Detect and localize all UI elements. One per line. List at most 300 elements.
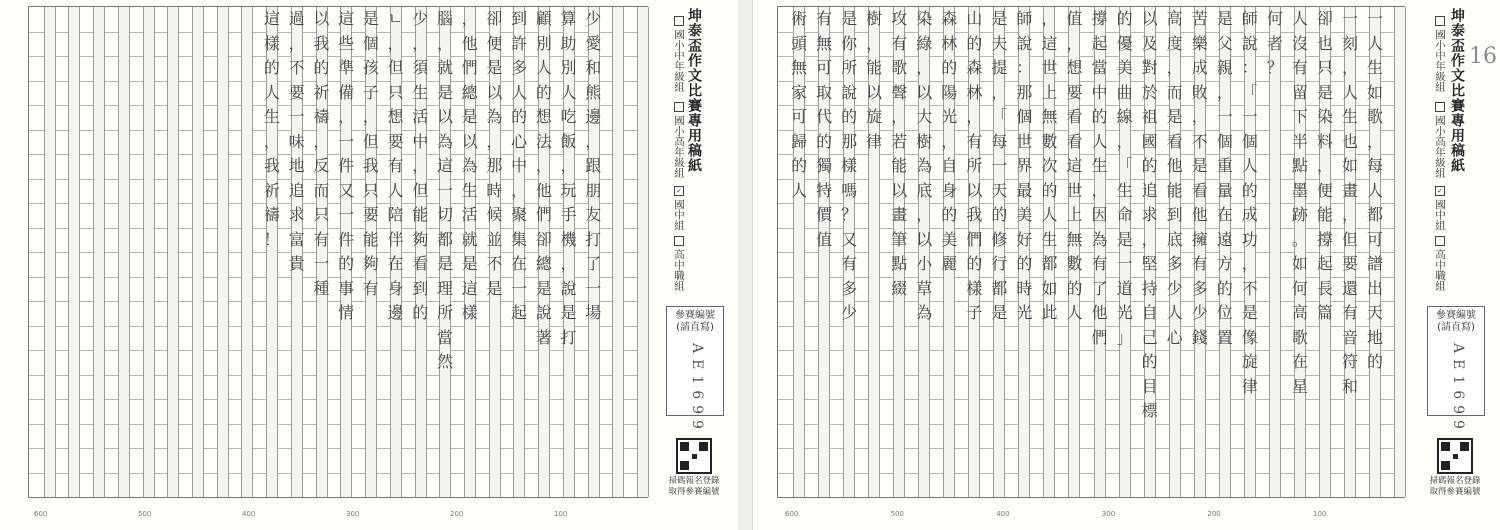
essay-character: 的 bbox=[1241, 180, 1258, 200]
essay-character: 歌 bbox=[1366, 107, 1383, 127]
column-separator bbox=[1119, 7, 1131, 497]
essay-character: 許 bbox=[511, 33, 528, 53]
essay-character: 一 bbox=[288, 107, 305, 127]
essay-character: 能 bbox=[1316, 205, 1333, 225]
scale-mark: 500 bbox=[138, 510, 152, 518]
essay-character: 為 bbox=[461, 156, 478, 176]
essay-character: 人 bbox=[1166, 303, 1183, 323]
essay-character: 如 bbox=[1041, 278, 1058, 298]
essay-character: 到 bbox=[511, 9, 528, 29]
column-separator bbox=[93, 7, 105, 497]
essay-character: 撐 bbox=[1316, 229, 1333, 249]
essay-character: 歸 bbox=[791, 131, 808, 151]
category-elementary-middle[interactable]: 國小中年級組 bbox=[1433, 16, 1448, 92]
essay-character: 無 bbox=[1041, 107, 1058, 127]
essay-character: 值 bbox=[1066, 9, 1083, 29]
essay-character: ， bbox=[560, 156, 577, 176]
essay-character: ， bbox=[1191, 107, 1208, 127]
essay-character: 最 bbox=[1016, 180, 1033, 200]
category-elementary-upper[interactable]: 國小高年級組 bbox=[672, 102, 687, 178]
essay-character: 是 bbox=[1191, 156, 1208, 176]
essay-character: 些 bbox=[338, 33, 355, 53]
column-separator bbox=[868, 7, 880, 497]
essay-character: 是 bbox=[1166, 107, 1183, 127]
column-separator bbox=[538, 7, 550, 497]
form-sidebar-left bbox=[654, 6, 734, 506]
category-junior-high[interactable]: ✓國中組 bbox=[1434, 187, 1446, 231]
essay-character: 律 bbox=[1241, 376, 1258, 396]
essay-character: ， bbox=[1341, 205, 1358, 225]
essay-character: 是 bbox=[1216, 9, 1233, 29]
essay-character: 子 bbox=[966, 303, 983, 323]
essay-character: 為 bbox=[436, 131, 453, 151]
essay-character: 以 bbox=[486, 82, 503, 102]
entry-number-box[interactable] bbox=[666, 306, 724, 435]
essay-character: 高 bbox=[1291, 303, 1308, 323]
essay-character: 為 bbox=[1091, 229, 1108, 249]
column-separator bbox=[1194, 7, 1206, 497]
essay-character: 生 bbox=[1366, 58, 1383, 78]
essay-character: 生 bbox=[1041, 229, 1058, 249]
essay-character: 但 bbox=[412, 180, 429, 200]
essay-character: 生 bbox=[1091, 156, 1108, 176]
column-separator bbox=[68, 7, 80, 497]
essay-character: ？ bbox=[1266, 58, 1283, 78]
essay-character: 的 bbox=[412, 303, 429, 323]
essay-character: 追 bbox=[1141, 180, 1158, 200]
essay-character: 染 bbox=[1316, 107, 1333, 127]
essay-character: ？ bbox=[841, 205, 858, 225]
essay-character: 時 bbox=[1016, 278, 1033, 298]
essay-character: 次 bbox=[1041, 156, 1058, 176]
checkbox-icon[interactable]: ✓ bbox=[1436, 187, 1444, 195]
column-separator bbox=[365, 7, 377, 497]
essay-character: 樣 bbox=[966, 278, 983, 298]
category-senior-high[interactable]: 高中職組 bbox=[672, 236, 687, 291]
essay-character: 「 bbox=[1116, 156, 1133, 176]
essay-character: 多 bbox=[1166, 254, 1183, 274]
essay-character: ， bbox=[362, 107, 379, 127]
qr-code-icon[interactable] bbox=[1437, 438, 1473, 474]
essay-character: 少 bbox=[841, 303, 858, 323]
column-separator bbox=[1294, 7, 1306, 497]
essay-character: 綴 bbox=[891, 278, 908, 298]
essay-character: 如 bbox=[1291, 254, 1308, 274]
column-separator bbox=[1018, 7, 1030, 497]
essay-character: 成 bbox=[1191, 58, 1208, 78]
essay-character: 準 bbox=[338, 58, 355, 78]
essay-character: 人 bbox=[1341, 82, 1358, 102]
essay-character: 畫 bbox=[1341, 180, 1358, 200]
essay-character: ， bbox=[511, 180, 528, 200]
essay-character: 何 bbox=[1291, 278, 1308, 298]
essay-character: 有 bbox=[313, 229, 330, 249]
essay-character: ， bbox=[1166, 58, 1183, 78]
essay-character: 功 bbox=[1241, 229, 1258, 249]
essay-character: ， bbox=[412, 33, 429, 53]
essay-character: 樣 bbox=[263, 33, 280, 53]
column-separator bbox=[217, 7, 229, 497]
essay-character: 撐 bbox=[1091, 9, 1108, 29]
essay-character: 場 bbox=[585, 303, 602, 323]
essay-character: 行 bbox=[991, 254, 1008, 274]
essay-character: 我 bbox=[313, 33, 330, 53]
essay-character: 的 bbox=[1366, 352, 1383, 372]
essay-character: ， bbox=[1041, 9, 1058, 29]
essay-character: 錢 bbox=[1191, 327, 1208, 347]
column-separator bbox=[1269, 7, 1281, 497]
essay-character: 都 bbox=[436, 229, 453, 249]
essay-character: 畫 bbox=[891, 205, 908, 225]
category-elementary-middle[interactable]: 國小中年級組 bbox=[672, 16, 687, 92]
essay-character: ： bbox=[1016, 58, 1033, 78]
essay-character: 一 bbox=[991, 156, 1008, 176]
essay-character: 若 bbox=[891, 131, 908, 151]
essay-character: 點 bbox=[1291, 156, 1308, 176]
essay-character: 無 bbox=[791, 58, 808, 78]
category-junior-high[interactable]: ✓國中組 bbox=[673, 187, 685, 231]
essay-character: 而 bbox=[1166, 82, 1183, 102]
qr-code-icon[interactable] bbox=[676, 438, 712, 474]
essay-character: 森 bbox=[941, 9, 958, 29]
essay-character: 的 bbox=[841, 107, 858, 127]
essay-character: 少 bbox=[1166, 278, 1183, 298]
essay-character: 個 bbox=[1241, 131, 1258, 151]
column-separator bbox=[489, 7, 501, 497]
checkbox-icon[interactable] bbox=[674, 236, 684, 246]
essay-character: 的 bbox=[1091, 107, 1108, 127]
category-elementary-upper[interactable]: 國小高年級組 bbox=[1433, 102, 1448, 178]
essay-character: 別 bbox=[560, 58, 577, 78]
essay-character: 的 bbox=[1141, 352, 1158, 372]
scale-mark: 200 bbox=[1207, 510, 1221, 518]
essay-character: 看 bbox=[1066, 131, 1083, 151]
essay-character: 能 bbox=[1166, 180, 1183, 200]
essay-character: 和 bbox=[1341, 376, 1358, 396]
essay-character: 愛 bbox=[585, 33, 602, 53]
essay-character: 一 bbox=[1241, 107, 1258, 127]
checkbox-icon[interactable] bbox=[674, 102, 684, 112]
essay-character: 一 bbox=[585, 278, 602, 298]
essay-character: 多 bbox=[841, 278, 858, 298]
essay-character: 有 bbox=[362, 278, 379, 298]
essay-character: 但 bbox=[387, 58, 404, 78]
essay-character: 的 bbox=[791, 156, 808, 176]
essay-character: 修 bbox=[991, 229, 1008, 249]
page-gutter bbox=[738, 0, 752, 530]
essay-character: 理 bbox=[436, 278, 453, 298]
essay-character: 那 bbox=[841, 131, 858, 151]
essay-character: 底 bbox=[1166, 229, 1183, 249]
column-separator bbox=[340, 7, 352, 497]
column-separator bbox=[1169, 7, 1181, 497]
essay-sheet-right bbox=[752, 0, 1500, 530]
scale-mark: 200 bbox=[450, 510, 464, 518]
checkbox-icon[interactable]: ✓ bbox=[675, 187, 683, 195]
essay-character: 吃 bbox=[560, 107, 577, 127]
essay-character: 的 bbox=[1041, 180, 1058, 200]
essay-character: 是 bbox=[436, 254, 453, 274]
column-separator bbox=[818, 7, 830, 497]
essay-character: 父 bbox=[1216, 33, 1233, 53]
essay-character: 想 bbox=[535, 107, 552, 127]
essay-character: 點 bbox=[891, 254, 908, 274]
essay-character: 底 bbox=[916, 180, 933, 200]
essay-character: 光 bbox=[1016, 303, 1033, 323]
essay-character: 要 bbox=[1341, 254, 1358, 274]
scale-mark: 500 bbox=[890, 510, 904, 518]
essay-character: 備 bbox=[338, 82, 355, 102]
scale-mark: 100 bbox=[554, 510, 568, 518]
essay-character: 但 bbox=[1341, 229, 1358, 249]
checkbox-icon[interactable] bbox=[1435, 16, 1445, 26]
essay-character: 候 bbox=[486, 205, 503, 225]
essay-character: 他 bbox=[1191, 205, 1208, 225]
essay-character: 美 bbox=[941, 229, 958, 249]
essay-character: 到 bbox=[1166, 205, 1183, 225]
essay-character: 有 bbox=[1341, 303, 1358, 323]
essay-character: 樂 bbox=[1191, 33, 1208, 53]
essay-character: 就 bbox=[461, 229, 478, 249]
essay-character: 以 bbox=[436, 107, 453, 127]
essay-character: ， bbox=[1341, 58, 1358, 78]
essay-character: 貴 bbox=[288, 254, 305, 274]
essay-character: 者 bbox=[1266, 33, 1283, 53]
essay-character: 當 bbox=[436, 327, 453, 347]
essay-character: 取 bbox=[816, 82, 833, 102]
checkbox-icon[interactable] bbox=[1435, 236, 1445, 246]
essay-character: 人 bbox=[263, 82, 280, 102]
essay-character: ！ bbox=[263, 229, 280, 249]
essay-character: 世 bbox=[1066, 180, 1083, 200]
essay-sheet-left bbox=[0, 0, 738, 530]
essay-character: 生 bbox=[1341, 107, 1358, 127]
essay-character: 是 bbox=[1241, 303, 1258, 323]
essay-character: 旋 bbox=[866, 107, 883, 127]
essay-character: 生 bbox=[263, 107, 280, 127]
essay-character: 的 bbox=[941, 205, 958, 225]
essay-character: 為 bbox=[916, 156, 933, 176]
essay-character: 是 bbox=[991, 9, 1008, 29]
essay-character: 地 bbox=[1366, 327, 1383, 347]
essay-character: ， bbox=[1141, 229, 1158, 249]
essay-character: 人 bbox=[1091, 131, 1108, 151]
essay-character: 那 bbox=[1016, 82, 1033, 102]
essay-character: 樹 bbox=[916, 131, 933, 151]
essay-character: 在 bbox=[511, 254, 528, 274]
essay-character: ， bbox=[263, 131, 280, 151]
essay-character: 時 bbox=[486, 180, 503, 200]
essay-character: 當 bbox=[1091, 58, 1108, 78]
essay-character: 人 bbox=[1291, 9, 1308, 29]
essay-character: 你 bbox=[841, 33, 858, 53]
essay-character: 不 bbox=[1191, 131, 1208, 151]
essay-character: 攻 bbox=[891, 9, 908, 29]
essay-character: 心 bbox=[1166, 327, 1183, 347]
essay-character: 是 bbox=[1316, 82, 1333, 102]
essay-character: 是 bbox=[1116, 229, 1133, 249]
essay-character: ， bbox=[866, 33, 883, 53]
essay-character: 擁 bbox=[1191, 229, 1208, 249]
essay-character: 只 bbox=[387, 82, 404, 102]
essay-character: 說 bbox=[560, 278, 577, 298]
entry-number-box[interactable] bbox=[1427, 306, 1485, 435]
essay-character: 所 bbox=[436, 303, 453, 323]
essay-character: 看 bbox=[1166, 131, 1183, 151]
essay-character: 人 bbox=[1241, 156, 1258, 176]
essay-character: 「 bbox=[991, 107, 1008, 127]
essay-character: 和 bbox=[585, 58, 602, 78]
essay-character: 是 bbox=[436, 82, 453, 102]
essay-character: 件 bbox=[338, 229, 355, 249]
page-mark: 16 bbox=[1469, 44, 1497, 69]
essay-character: 為 bbox=[916, 303, 933, 323]
essay-character: 友 bbox=[585, 205, 602, 225]
essay-character: 像 bbox=[1241, 327, 1258, 347]
essay-character: 長 bbox=[1316, 278, 1333, 298]
essay-character: 的 bbox=[966, 254, 983, 274]
essay-character: 曲 bbox=[1116, 82, 1133, 102]
essay-character: 人 bbox=[1366, 180, 1383, 200]
essay-character: 他 bbox=[1166, 156, 1183, 176]
essay-character: 獨 bbox=[816, 156, 833, 176]
scale-mark: 400 bbox=[996, 510, 1010, 518]
essay-character: 這 bbox=[263, 9, 280, 29]
column-separator bbox=[612, 7, 624, 497]
column-separator bbox=[241, 7, 253, 497]
essay-character: 的 bbox=[1116, 9, 1133, 29]
essay-character: 以 bbox=[866, 82, 883, 102]
column-separator bbox=[1244, 7, 1256, 497]
column-separator bbox=[588, 7, 600, 497]
essay-character: 我 bbox=[966, 205, 983, 225]
essay-character: ㄴ bbox=[387, 9, 404, 29]
essay-character: 因 bbox=[1091, 205, 1108, 225]
category-senior-high[interactable]: 高中職組 bbox=[1433, 236, 1448, 291]
essay-character: 可 bbox=[791, 107, 808, 127]
essay-character: 人 bbox=[535, 58, 552, 78]
essay-character: 方 bbox=[1216, 254, 1233, 274]
checkbox-icon[interactable] bbox=[674, 16, 684, 26]
essay-character: 中 bbox=[511, 156, 528, 176]
form-title: 坤泰盃作文比賽專用稿紙 bbox=[686, 8, 702, 173]
essay-character: 過 bbox=[288, 9, 305, 29]
essay-character: ， bbox=[560, 254, 577, 274]
essay-character: 著 bbox=[535, 327, 552, 347]
essay-character: 度 bbox=[1166, 33, 1183, 53]
essay-character: 一 bbox=[313, 254, 330, 274]
essay-character: 以 bbox=[313, 9, 330, 29]
column-separator bbox=[1144, 7, 1156, 497]
column-separator bbox=[637, 7, 649, 497]
essay-character: ， bbox=[486, 131, 503, 151]
essay-character: 音 bbox=[1341, 327, 1358, 347]
essay-character: 歌 bbox=[1291, 327, 1308, 347]
essay-character: 何 bbox=[1266, 9, 1283, 29]
essay-character: 件 bbox=[338, 156, 355, 176]
essay-character: 可 bbox=[1366, 229, 1383, 249]
essay-character: ， bbox=[1066, 33, 1083, 53]
essay-character: 們 bbox=[1091, 327, 1108, 347]
essay-character: 家 bbox=[791, 82, 808, 102]
scale-mark: 600 bbox=[34, 510, 48, 518]
essay-character: 敗 bbox=[1191, 82, 1208, 102]
essay-character: 苦 bbox=[1191, 9, 1208, 29]
essay-character: 一 bbox=[338, 131, 355, 151]
essay-character: 夠 bbox=[412, 229, 429, 249]
essay-character: 。 bbox=[1291, 229, 1308, 249]
essay-character: 的 bbox=[966, 33, 983, 53]
essay-character: 然 bbox=[436, 352, 453, 372]
essay-character: 人 bbox=[511, 82, 528, 102]
essay-character: ， bbox=[1091, 180, 1108, 200]
essay-character: ， bbox=[991, 82, 1008, 102]
essay-character: 生 bbox=[461, 180, 478, 200]
essay-character: 這 bbox=[338, 9, 355, 29]
column-separator bbox=[118, 7, 130, 497]
essay-character: 一 bbox=[1366, 9, 1383, 29]
essay-character: ， bbox=[916, 205, 933, 225]
essay-character: 陽 bbox=[941, 82, 958, 102]
essay-character: 都 bbox=[1041, 254, 1058, 274]
essay-character: 山 bbox=[966, 9, 983, 29]
form-title: 坤泰盃作文比賽專用稿紙 bbox=[1449, 8, 1465, 173]
essay-character: ， bbox=[387, 33, 404, 53]
essay-character: 只 bbox=[1316, 58, 1333, 78]
essay-character: 國 bbox=[1141, 131, 1158, 151]
essay-character: 法 bbox=[535, 131, 552, 151]
essay-character: 種 bbox=[313, 278, 330, 298]
writing-grid-left bbox=[28, 6, 648, 498]
essay-character: 筆 bbox=[891, 229, 908, 249]
essay-character: ， bbox=[1366, 131, 1383, 151]
checkbox-icon[interactable] bbox=[1435, 102, 1445, 112]
essay-character: 的 bbox=[1141, 156, 1158, 176]
essay-character: 不 bbox=[486, 254, 503, 274]
essay-character: 多 bbox=[511, 58, 528, 78]
essay-character: 少 bbox=[1191, 303, 1208, 323]
column-separator bbox=[563, 7, 575, 497]
essay-character: 的 bbox=[1016, 254, 1033, 274]
essay-character: 想 bbox=[387, 107, 404, 127]
essay-character: 留 bbox=[1291, 82, 1308, 102]
essay-character: 草 bbox=[916, 278, 933, 298]
writing-grid-right bbox=[777, 6, 1405, 498]
essay-character: 玩 bbox=[560, 180, 577, 200]
column-separator bbox=[316, 7, 328, 497]
column-separator bbox=[192, 7, 204, 497]
essay-character: 在 bbox=[1291, 352, 1308, 372]
essay-character: 了 bbox=[585, 254, 602, 274]
essay-character: 重 bbox=[1216, 156, 1233, 176]
essay-character: 味 bbox=[288, 131, 305, 151]
essay-character: 人 bbox=[387, 180, 404, 200]
essay-character: 的 bbox=[535, 82, 552, 102]
essay-character: 以 bbox=[916, 82, 933, 102]
essay-character: 總 bbox=[461, 82, 478, 102]
essay-character: 無 bbox=[1066, 229, 1083, 249]
essay-character: 在 bbox=[387, 254, 404, 274]
essay-character: 上 bbox=[1066, 205, 1083, 225]
essay-character: 篇 bbox=[1316, 303, 1333, 323]
essay-character: 他 bbox=[535, 180, 552, 200]
essay-character: 一 bbox=[436, 180, 453, 200]
essay-character: 人 bbox=[1366, 33, 1383, 53]
essay-character: 熊 bbox=[585, 82, 602, 102]
essay-character: 林 bbox=[941, 33, 958, 53]
essay-character: 求 bbox=[1141, 205, 1158, 225]
essay-character: 看 bbox=[1066, 107, 1083, 127]
